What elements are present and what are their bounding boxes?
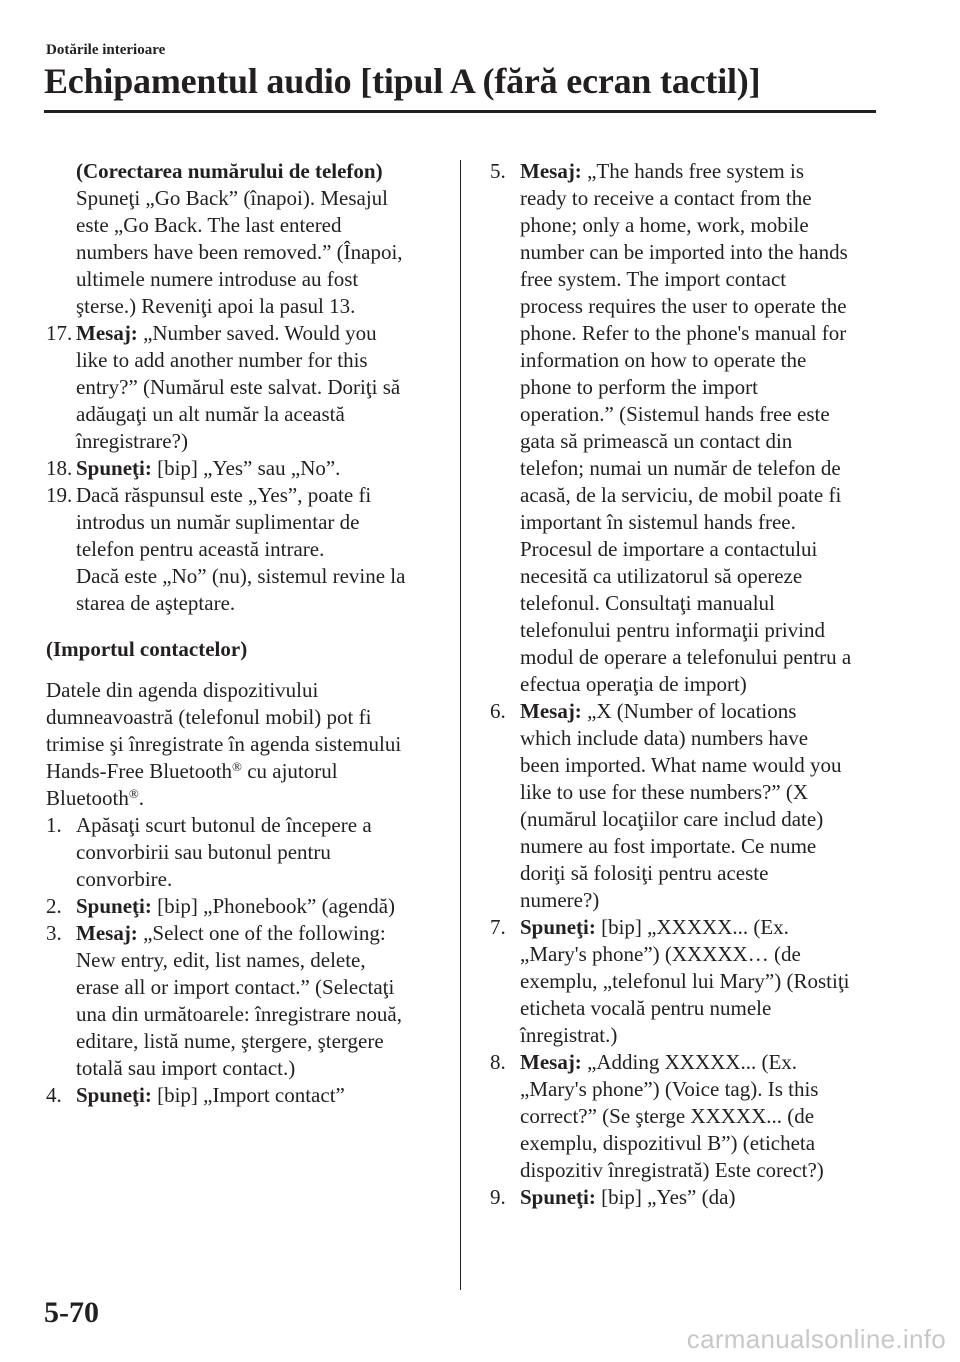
- text-line: Dacă răspunsul este „Yes”, poate fi: [76, 483, 372, 507]
- text-line: introdus un număr suplimentar de: [76, 510, 360, 534]
- text-line: totală sau import contact.): [76, 1056, 296, 1080]
- step-7: [490, 914, 890, 1049]
- step-label: Spuneţi:: [76, 1083, 152, 1107]
- registered-mark: ®: [232, 759, 242, 774]
- registered-mark: ®: [128, 786, 139, 801]
- step-9: [490, 1184, 890, 1211]
- step-number: 9.: [490, 1185, 506, 1209]
- text-fragment: Hands-Free Bluetooth: [46, 759, 233, 783]
- step-number: 3.: [46, 921, 62, 945]
- text-line: convorbirii sau butonul pentru: [76, 840, 331, 864]
- text-line: [46, 785, 446, 812]
- text-line: information on how to operate the: [520, 348, 807, 372]
- text-line: which include data) numbers have: [520, 726, 809, 750]
- text-line: like to add another number for this: [76, 348, 368, 372]
- page-title: Echipamentul audio [tipul A (fără ecran tactil)]: [44, 61, 761, 101]
- step-5: [490, 158, 890, 698]
- title-rule: [44, 110, 876, 113]
- text-line: telefonul. Consultaţi manualul: [520, 591, 775, 615]
- text-line: numere?): [520, 888, 600, 912]
- text-line: „The hands free system is: [581, 159, 804, 183]
- column-divider: [460, 160, 461, 1290]
- text-line: [bip] „Phonebook” (agendă): [151, 894, 396, 918]
- text-line: „Mary's phone”) (XXXXX… (de: [520, 942, 801, 966]
- text-line: entry?” (Numărul este salvat. Doriţi să: [76, 375, 401, 399]
- correct-number-heading: (Corectarea numărului de telefon): [76, 159, 383, 183]
- step-number: 6.: [490, 699, 506, 723]
- text-line: Procesul de importare a contactului: [520, 537, 818, 561]
- text-line: Datele din agenda dispozitivului: [46, 678, 319, 702]
- text-line: starea de aşteptare.: [76, 591, 236, 615]
- text-line: înregistrat.): [520, 1023, 618, 1047]
- text-line: efectua operaţia de import): [520, 672, 747, 696]
- text-fragment: Bluetooth: [46, 786, 129, 810]
- text-line: process requires the user to operate the: [520, 294, 847, 318]
- text-fragment: cu ajutorul: [241, 759, 338, 783]
- text-line: been imported. What name would you: [520, 753, 842, 777]
- step-number: 7.: [490, 915, 506, 939]
- import-paragraph: [46, 677, 446, 812]
- step-number: 8.: [490, 1050, 506, 1074]
- step-label: Mesaj:: [76, 921, 138, 945]
- text-line: „Select one of the following:: [137, 921, 386, 945]
- text-line: telefon pentru această intrare.: [76, 537, 325, 561]
- text-line: important în sistemul hands free.: [520, 510, 796, 534]
- text-line: like to use for these numbers?” (X: [520, 780, 809, 804]
- page-number: 5-70: [44, 1296, 99, 1329]
- text-line: (numărul locaţiilor care includ date): [520, 807, 824, 831]
- step-18: [46, 455, 446, 482]
- text-fragment: .: [138, 786, 144, 810]
- left-column: [46, 158, 446, 1109]
- text-line: telefonului pentru informaţii privind: [520, 618, 826, 642]
- text-line: ready to receive a contact from the: [520, 186, 812, 210]
- text-line: phone to perform the import: [520, 375, 758, 399]
- step-label: Mesaj:: [76, 321, 138, 345]
- text-line: „Mary's phone”) (Voice tag). Is this: [520, 1077, 819, 1101]
- text-line: correct?” (Se şterge XXXXX... (de: [520, 1104, 815, 1128]
- watermark[interactable]: carmanualsonline.info: [686, 1324, 946, 1354]
- step-number: 1.: [46, 813, 62, 837]
- text-line: Apăsaţi scurt butonul de începere a: [76, 813, 372, 837]
- text-line: telefon; numai un număr de telefon de: [520, 456, 841, 480]
- step-number: 17.: [46, 321, 73, 345]
- step-label: Spuneţi:: [520, 915, 596, 939]
- text-line: „Number saved. Would you: [137, 321, 377, 345]
- text-line: „X (Number of locations: [581, 699, 797, 723]
- correct-number-block: [46, 158, 446, 320]
- text-line: [bip] „Import contact”: [151, 1083, 345, 1107]
- step-17: [46, 320, 446, 455]
- step-label: Mesaj:: [520, 699, 582, 723]
- step-label: Mesaj:: [520, 159, 582, 183]
- text-line: numbers have been removed.” (Înapoi,: [76, 240, 403, 264]
- text-line: Spuneţi „Go Back” (înapoi). Mesajul: [76, 186, 389, 210]
- step-label: Spuneţi:: [76, 894, 152, 918]
- text-line: editare, listă nume, ştergere, ştergere: [76, 1029, 384, 1053]
- right-column: [490, 158, 890, 1211]
- step-8: [490, 1049, 890, 1184]
- import-step-1: [46, 812, 446, 893]
- import-step-3: [46, 920, 446, 1082]
- step-19: [46, 482, 446, 617]
- text-line: New entry, edit, list names, delete,: [76, 948, 366, 972]
- text-line: înregistrare?): [76, 429, 188, 453]
- text-line: „Adding XXXXX... (Ex.: [581, 1050, 798, 1074]
- text-line: este „Go Back. The last entered: [76, 213, 342, 237]
- step-label: Spuneţi:: [520, 1185, 596, 1209]
- text-line: exemplu, „telefonul lui Mary”) (Rostiţi: [520, 969, 850, 993]
- step-number: 4.: [46, 1083, 62, 1107]
- text-line: Dacă este „No” (nu), sistemul revine la: [76, 564, 406, 588]
- text-line: phone; only a home, work, mobile: [520, 213, 809, 237]
- text-line: adăugaţi un alt număr la această: [76, 402, 345, 426]
- text-line: doriţi să folosiţi pentru aceste: [520, 861, 769, 885]
- section-label: Dotările interioare: [46, 42, 166, 58]
- text-line: dispozitiv înregistrată) Este corect?): [520, 1158, 824, 1182]
- text-line: una din următoarele: înregistrare nouă,: [76, 1002, 402, 1026]
- text-line: acasă, de la serviciu, de mobil poate fi: [520, 483, 842, 507]
- text-line: [bip] „Yes” sau „No”.: [151, 456, 341, 480]
- text-line: number can be imported into the hands: [520, 240, 848, 264]
- text-line: phone. Refer to the phone's manual for: [520, 321, 847, 345]
- text-line: erase all or import contact.” (Selectaţi: [76, 975, 395, 999]
- text-line: convorbire.: [76, 867, 173, 891]
- text-line: free system. The import contact: [520, 267, 787, 291]
- text-line: [bip] „Yes” (da): [595, 1185, 736, 1209]
- step-number: 19.: [46, 483, 73, 507]
- text-line: necesită ca utilizatorul să opereze: [520, 564, 803, 588]
- text-line: exemplu, dispozitivul B”) (eticheta: [520, 1131, 816, 1155]
- step-6: [490, 698, 890, 914]
- text-line: trimise şi înregistrate în agenda sistemului: [46, 732, 402, 756]
- text-line: modul de operare a telefonului pentru a: [520, 645, 852, 669]
- text-line: dumneavoastră (telefonul mobil) pot fi: [46, 705, 372, 729]
- step-label: Mesaj:: [520, 1050, 582, 1074]
- import-step-2: [46, 893, 446, 920]
- text-line: ultimele numere introduse au fost: [76, 267, 359, 291]
- import-contacts-heading: (Importul contactelor): [46, 637, 248, 661]
- text-line: eticheta vocală pentru numele: [520, 996, 772, 1020]
- text-line: operation.” (Sistemul hands free este: [520, 402, 830, 426]
- text-line: numere au fost importate. Ce nume: [520, 834, 817, 858]
- import-step-4: [46, 1082, 446, 1109]
- step-label: Spuneţi:: [76, 456, 152, 480]
- text-line: şterse.) Reveniţi apoi la pasul 13.: [76, 294, 356, 318]
- text-line: [bip] „XXXXX... (Ex.: [595, 915, 789, 939]
- step-number: 18.: [46, 456, 73, 480]
- step-number: 5.: [490, 159, 506, 183]
- text-line: gata să primească un contact din: [520, 429, 793, 453]
- text-line: [46, 758, 446, 785]
- step-number: 2.: [46, 894, 62, 918]
